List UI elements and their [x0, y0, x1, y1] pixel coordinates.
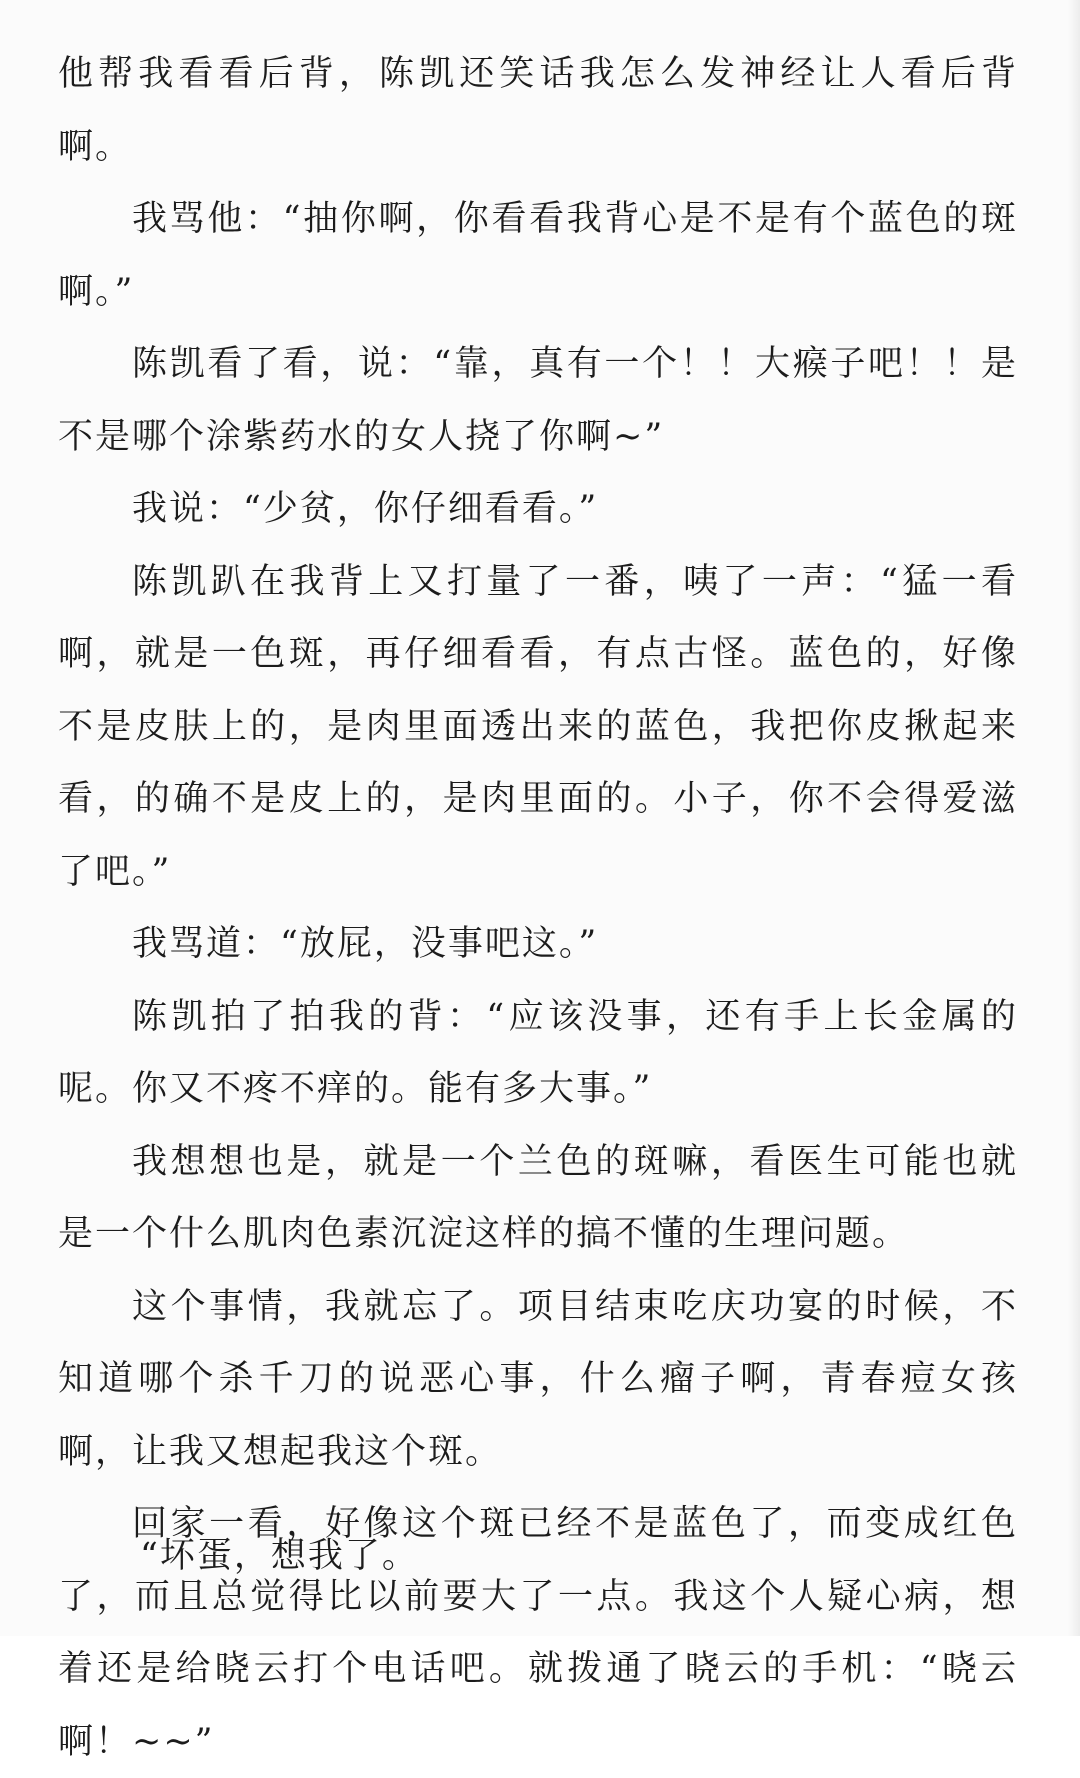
body-text: [58, 38, 1018, 1778]
page-edge-shadow: [1068, 0, 1080, 1636]
paragraph: 回家一看，好像这个斑已经不是蓝色了，而变成红色了，而且总觉得比以前要大了一点。我这个人疑心病，想着还是给晓云打个电话吧。就拨通了晓云的手机：“晓云啊！~~”: [58, 1504, 1018, 1762]
cut-off-last-line: “坏蛋，想我了。: [140, 1536, 419, 1576]
paragraph: 他帮我看看后背，陈凯还笑话我怎么发神经让人看后背啊。: [58, 54, 1018, 167]
paragraph: 我想想也是，就是一个兰色的斑嘛，看医生可能也就是一个什么肌肉色素沉淀这样的搞不懂的生理问题。: [58, 1141, 1018, 1254]
paragraph: 陈凯趴在我背上又打量了一番，咦了一声：“猛一看啊，就是一色斑，再仔细看看，有点古怪。蓝色的，好像不是皮肤上的，是肉里面透出来的蓝色，我把你皮揪起来看，的确不是皮上的，是肉里面的。小子，你不会得爱滋了吧。”: [58, 561, 1018, 892]
paragraph: 陈凯看了看，说：“靠，真有一个！！大瘊子吧！！是不是哪个涂紫药水的女人挠了你啊~”: [58, 344, 1018, 457]
paragraph: 这个事情，我就忘了。项目结束吃庆功宴的时候，不知道哪个杀千刀的说恶心事，什么瘤子啊，青春痘女孩啊，让我又想起我这个斑。: [58, 1286, 1018, 1472]
paragraph: 陈凯拍了拍我的背：“应该没事，还有手上长金属的呢。你又不疼不痒的。能有多大事。”: [58, 996, 1018, 1109]
paragraph: 我说：“少贫，你仔细看看。”: [132, 489, 599, 529]
paragraph: 我骂他：“抽你啊，你看看我背心是不是有个蓝色的斑啊。”: [58, 199, 1018, 312]
paragraph: 我骂道：“放屁，没事吧这。”: [132, 924, 599, 964]
